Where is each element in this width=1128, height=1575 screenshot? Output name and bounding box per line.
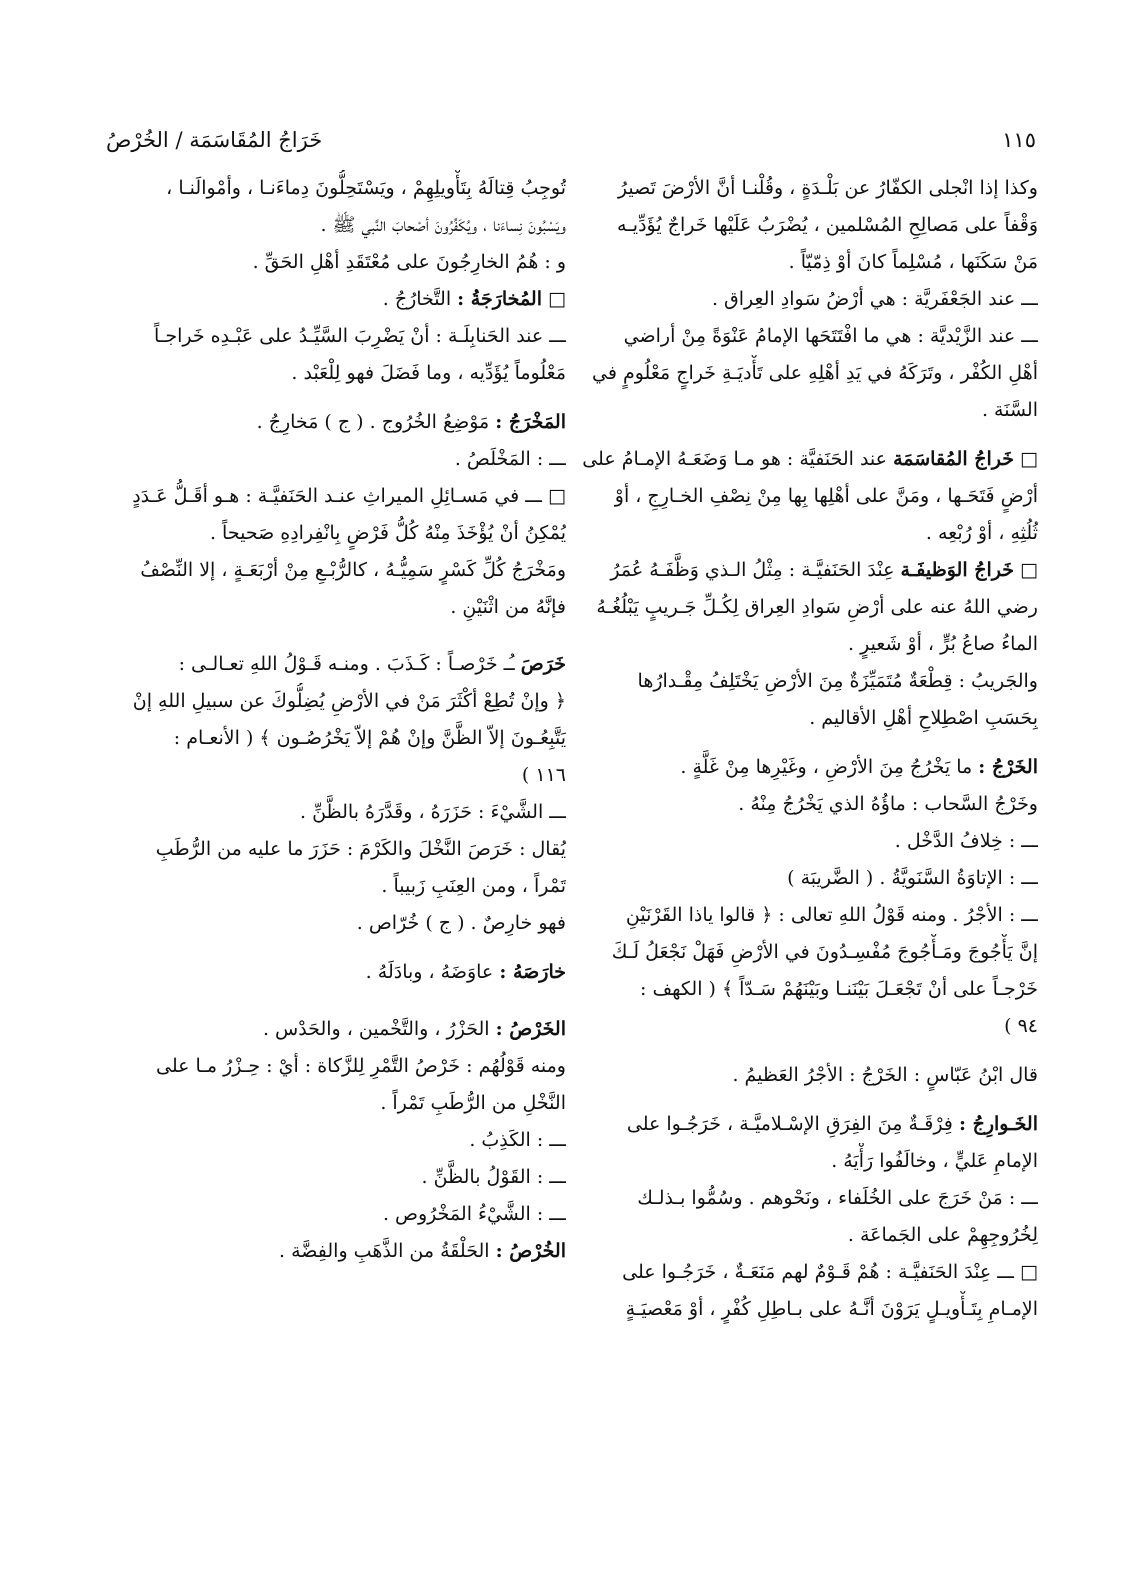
right-column-line [530,860,1038,897]
entry-text: ـــ الشَّيْءَ : حَزَرَهُ ، وقَدَّرَهُ بالظَّنِّ . [300,801,566,823]
left-column-line [106,757,566,794]
entry-text: ما يَخْرُجُ مِنَ الأرْضِ ، وغَيْرِها مِنْ غَلَّةٍ . [680,756,973,778]
entry-text: إنَّ يَأْجُوجَ ومَـأْجُوجَ مُفْسِـدُونَ في الأرْضِ فَهَلْ نَجْعَلُ لَـكَ [611,941,1038,963]
entry-headword: الخُرْصُ : [495,1240,566,1262]
left-column-line [106,170,566,207]
entry-text: ـــ : الشَّيْءُ المَخْرُوص . [382,1203,566,1225]
entry-text: يُمْكِنُ أنْ يُؤْخَذَ مِنْهُ كُلُّ فَرْضٍ بِانْفِرادِهِ صَحيحاً . [209,522,566,544]
right-column-line [530,552,1038,589]
right-column-line [530,663,1038,700]
left-column-line [106,589,566,626]
entry-text: وكذا إذا انْجلى الكفّارُ عن بَلْـدَةٍ ، وقُلْنـا أنَّ الأرْضَ تَصيرُ [617,177,1038,199]
left-column-line [106,244,566,281]
left-column-line [106,318,566,355]
right-column [530,170,1038,1328]
left-column-line [106,355,566,392]
right-column-line [530,441,1038,478]
entry-text: لِخُرُوجِهِمْ على الجَماعَة . [847,1224,1038,1246]
entry-headword: خَراجُ المُقاسَمَة [893,448,1014,470]
entry-text: فإنَّهُ من اثْنَيْنِ . [450,596,566,618]
entry-text: تَمْراً ، ومن العِنَبِ زَبيباً . [381,875,566,897]
entry-text: فِرْقَـةٌ مِنَ الفِرَقِ الإسْـلاميَّـة ، خَرَجُـوا على [626,1113,953,1135]
left-column-line [106,1048,566,1085]
left-column-line [106,831,566,868]
entry-text: و : هُمُ الخارِجُونَ على مُعْتَقَدِ أهْلِ الحَقِّ . [252,251,566,273]
entry-box-marker: □ [1020,1261,1038,1283]
entry-text: مَنْ سَكَنَها ، مُسْلِماً كانَ أوْ ذِمّيّاً . [788,251,1038,273]
right-column-line [530,589,1038,626]
left-column-line [106,1011,566,1048]
right-column-line [530,1106,1038,1143]
entry-text: ومنه قَوْلُهُم : خَرْصُ التَّمْرِ لِلزَّكاة : أيْ : حِـزْرُ مـا على [156,1055,566,1077]
entry-text: ـــ عند الحَنابِلَـة : أنْ يَضْرِبَ السَّيِّـدُ على عَبْـدِه خَراجـاً [154,325,566,347]
right-column-line [530,207,1038,244]
right-column-line [530,1008,1038,1045]
right-column-line [530,749,1038,786]
entry-text: ـــ : المَخْلَصُ . [454,448,566,470]
entry-text: قال ابْنُ عَبّاسٍ : الخَرْجُ : الأجْرُ العَظيمُ . [732,1064,1038,1086]
left-column-line [106,1085,566,1122]
left-column-line [106,281,566,318]
entry-text: فهو خارِصٌ . ( ج ) خُرّاص . [356,912,566,934]
left-column-line [106,1159,566,1196]
entry-text: ثُلُثِهِ ، أوْ رُبْعِه . [925,522,1038,544]
left-column-line [106,683,566,720]
right-column-line [530,478,1038,515]
left-column-line [106,404,566,441]
entry-text: ـــ عِنْدَ الحَنَفيَّـة : هُمْ قَـوْمٌ لهم مَنَعَـةٌ ، خَرَجُـوا على [622,1261,1014,1283]
left-column-line [106,441,566,478]
entry-text: ـــ في مَسـائِلِ الميراثِ عنـد الحَنَفيَّـة : هـو أقَـلُّ عَـدَدٍ [132,485,542,507]
right-column-line [530,1143,1038,1180]
entry-text: التَّخارُجُ . [382,288,452,310]
entry-box-marker: □ [548,485,566,507]
left-column-line [106,552,566,589]
entry-text: عاوَضَهُ ، وبادَلَهُ . [365,961,494,983]
entry-headword: الخَرْجُ : [978,756,1038,778]
entry-text: ـــ : الأجْرُ . ومنه قَوْلُ اللهِ تعالى : ﴿ قالوا ياذا القَرْنَيْنِ [625,904,1038,926]
entry-text: خَرْجـاً على أنْ تَجْعَـلَ بَيْنَنـا وبَيْنَهُمْ سَـدّاً ﴾ ( الكهف : [640,978,1038,1000]
entry-headword: المَخْرَجُ : [495,411,566,433]
right-column-line [530,823,1038,860]
running-header-title: خَرَاجُ المُقَاسَمَة / الخُرْصُ [106,128,323,152]
entry-text: الإمـامِ بِتَـأْويـلٍ يَرَوْنَ أنَّـهُ على بـاطِلِ كُفْرٍ ، أوْ مَعْصيَـةٍ [625,1298,1038,1320]
entry-text: ٩٤ ) [1004,1015,1038,1037]
page-number: ١١٥ [1002,128,1036,152]
right-column-line [530,1217,1038,1254]
entry-text: الماءُ صاعُ بُرٍّ ، أوْ شَعيرٍ . [848,633,1038,655]
entry-text: ـــ : الإتاوَةُ السَّنَويَّةُ . ( الضَّريبَة ) [787,867,1038,889]
right-column-line [530,897,1038,934]
entry-text: وَقْفاً على مَصالِحِ المُسْلمين ، يُضْرَبُ عَلَيْها خَراجٌ يُؤَدِّيـه [617,214,1038,236]
entry-text: مَوْضِعُ الخُرُوج . ( ج ) مَخارِجُ . [256,411,490,433]
left-column-line [106,207,566,244]
entry-text: ـــ : خِلافُ الدَّخْل . [894,830,1038,852]
right-column-line [530,281,1038,318]
right-column-line [530,355,1038,392]
entry-text: أرْضٍ فَتَحَـها ، ومَنَّ على أهْلِها بِها مِنْ نِصْفِ الخـارِجِ ، أوْ [614,485,1038,507]
right-column-line [530,318,1038,355]
entry-text: ومَخْرَجُ كُلِّ كَسْرٍ سَمِيُّـهُ ، كالرُّبْـعِ مِنْ أرْبَعَـةٍ ، إلا النِّصْفُ [140,559,566,581]
entry-text: ـــ عند الجَعْفَريَّة : هي أرْضُ سَوادِ العِراق . [711,288,1038,310]
entry-text: يُقال : خَرَصَ النَّخْلَ والكَرْمَ : حَزَرَ ما عليه من الرُّطَبِ [155,838,566,860]
entry-text: الإمامِ عَليٍّ ، وخالَفُوا رَأْيَهُ . [831,1150,1038,1172]
entry-text: عند الحَنَفيَّة : هو مـا وَضَعَـهُ الإمـامُ على [582,448,888,470]
entry-headword: خَراجُ الوَظيفَـة [900,559,1014,581]
entry-text: ١١٦ ) [521,764,566,786]
right-column-line [530,786,1038,823]
entry-headword: المُخارَجَةُ : [457,288,542,310]
entry-text: أهْلِ الكُفْر ، وتَرَكَهُ في يَدِ أهْلِهِ على تَأْديَـةِ خَراجٍ مَعْلُومٍ في [592,362,1038,384]
entry-text: الحَزْرُ ، والتَّخْمين ، والحَدْس . [262,1018,490,1040]
left-column-line [106,954,566,991]
entry-text: ـــ : الكَذِبُ . [469,1129,566,1151]
right-column-line [530,934,1038,971]
entry-text: الحَلْقَةُ من الذَّهَبِ والفِضَّة . [279,1240,490,1262]
right-column-line [530,1180,1038,1217]
entry-headword: خَرَصَ [520,653,566,675]
right-column-line [530,1057,1038,1094]
entry-text: ـــ عند الزَّيْديَّة : هي ما افْتَتَحَها الإمامُ عَنْوَةً مِنْ أراضي [623,325,1038,347]
entry-text: بِحَسَبِ اصْطِلاحِ أهْلِ الأقاليم . [809,707,1038,729]
right-column-line [530,700,1038,737]
entry-text: والجَريبُ : قِطْعَةٌ مُتَمَيِّزَةٌ مِنَ الأرْضِ يَخْتَلِفُ مِقْـدارُها [637,670,1038,692]
right-column-line [530,1291,1038,1328]
entry-text: تُوجِبُ قِتالَهُ بِتَأْويلِهِمْ ، ويَسْتَحِلُّونَ دِماءَنـا ، وأمْوالَنـا ، [166,177,566,199]
right-column-line [530,392,1038,429]
entry-text: عِنْدَ الحَنَفيَّـة : مِثْلُ الـذي وَظَّفَـهُ عُمَرُ [610,559,895,581]
entry-text: ويَسْبُونَ نِساءَنا ، ويُكَفِّرُونَ أصْحابَ النَّبي ﷺ . [320,214,566,236]
entry-text: ـُـ خَرْصـاً : كَـذَبَ . ومنـه قَـوْلُ اللهِ تعـالـى : [178,653,515,675]
left-column-line [106,1233,566,1270]
entry-text: ـــ : مَنْ خَرَجَ على الخُلَفاء ، ونَحْوهم . وسُمُّوا بـذلـك [637,1187,1038,1209]
entry-headword: الخَـوارِجُ : [958,1113,1038,1135]
entry-text: مَعْلُوماً يُؤَدِّيه ، وما فَضَلَ فهو لِلْعَبْد . [291,362,566,384]
left-column-line [106,794,566,831]
left-column-line [106,868,566,905]
left-column-line [106,478,566,515]
left-column-line [106,515,566,552]
right-column-line [530,244,1038,281]
right-column-line [530,971,1038,1008]
left-column-line [106,905,566,942]
entry-headword: خارَصَهُ : [499,961,566,983]
entry-text: ـــ : القَوْلُ بالظَّنِّ . [421,1166,566,1188]
left-column-line [106,1122,566,1159]
right-column-line [530,515,1038,552]
entry-text: النَّخْلِ من الرُّطَبِ تَمْراً . [380,1092,566,1114]
entry-box-marker: □ [1020,559,1038,581]
entry-headword: الخَرْصُ : [495,1018,566,1040]
entry-text: وخَرْجُ السَّحاب : ماؤُهُ الذي يَخْرُجُ مِنْهُ . [738,793,1038,815]
entry-text: السَّنَة . [981,399,1038,421]
entry-text: رضي اللهُ عنه على أرْضِ سَوادِ العِراق لِكُـلِّ جَـريبٍ يَبْلُغُـهُ [596,596,1038,618]
left-column-line [106,646,566,683]
left-column [106,170,566,1270]
left-column-line [106,1196,566,1233]
entry-box-marker: □ [1020,448,1038,470]
entry-text: يَتَّبِعُـونَ إلاّ الظَّنَّ وإنْ هُمْ إلاّ يَخْرُصُـون ﴾ ( الأنعـام : [173,727,566,749]
right-column-line [530,170,1038,207]
right-column-line [530,626,1038,663]
entry-text: ﴿ وإنْ تُطِعْ أكْثَرَ مَنْ في الأرْضِ يُضِلُّوكَ عن سبيلِ اللهِ إنْ [132,690,566,712]
left-column-line [106,720,566,757]
entry-box-marker: □ [548,288,566,310]
right-column-line [530,1254,1038,1291]
